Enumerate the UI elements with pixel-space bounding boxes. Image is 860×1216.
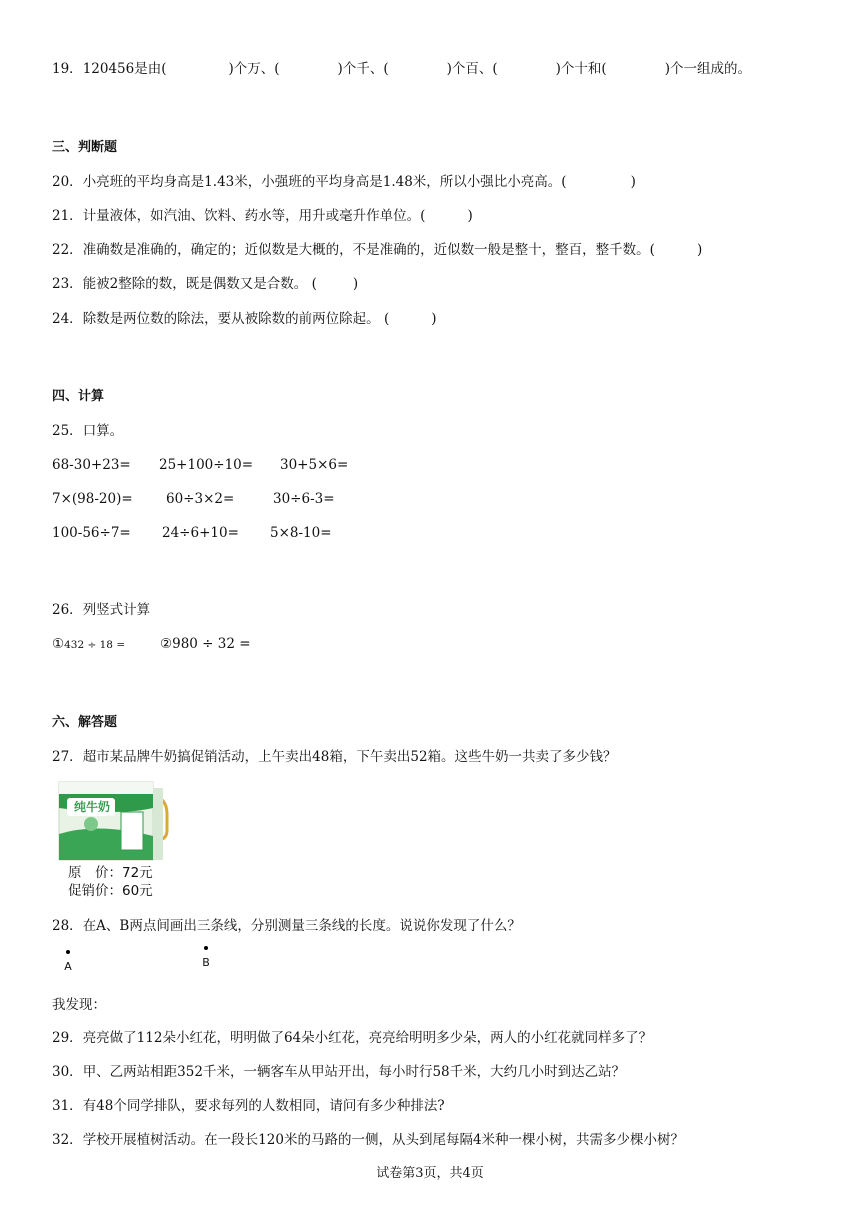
section-title-judgement: 三、判断题 — [52, 140, 118, 155]
sale-price: 促销价：60元 — [68, 883, 153, 899]
question-number: 21． — [52, 208, 83, 224]
question-number: 31． — [52, 1098, 83, 1114]
question-number: 28． — [52, 918, 83, 934]
vertical-calc-item-2: ②980 ÷ 32 = — [160, 636, 251, 652]
mental-math-item: 68-30+23= — [52, 457, 131, 473]
mental-math-item: 5×8-10= — [270, 525, 332, 541]
question-32: 32．学校开展植树活动。在一段长120米的马路的一侧，从头到尾每隔4米种一棵小树，共需多少棵小树？ — [52, 1132, 685, 1148]
question-number: 20． — [52, 174, 83, 190]
question-number: 25． — [52, 423, 83, 439]
mental-math-item: 100-56÷7= — [52, 525, 131, 541]
question-number: 19． — [52, 61, 83, 77]
question-26 — [52, 601, 150, 619]
question-22: 22．准确数是准确的，确定的；近似数是大概的，不是准确的，近似数一般是整十，整百，整千数。( ) — [52, 242, 703, 258]
finding-label: 我发现： — [52, 997, 106, 1013]
question-19: 19．120456是由( )个万、( )个千、( )个百、( )个十和( )个一组成的。 — [52, 61, 751, 77]
mental-math-item: 24÷6+10= — [162, 525, 239, 541]
question-title: 列竖式计算 — [82, 602, 151, 618]
question-number: 30． — [52, 1064, 83, 1080]
milk-box-icon — [57, 778, 169, 864]
question-29: 29．亮亮做了112朵小红花，明明做了64朵小红花，亮亮给明明多少朵，两人的小红花就同样多了？ — [52, 1030, 653, 1046]
question-number: 26． — [52, 602, 83, 618]
point-a: A — [62, 950, 74, 973]
section-title-calculation: 四、计算 — [52, 389, 105, 404]
section-title-word-problems: 六、解答题 — [52, 715, 118, 730]
mental-math-item: 60÷3×2= — [166, 491, 235, 507]
point-a-dot — [66, 950, 70, 954]
question-number: 23． — [52, 276, 83, 292]
question-23: 23．能被2整除的数，既是偶数又是合数。 ( ) — [52, 276, 359, 292]
question-title: 口算。 — [82, 423, 124, 439]
original-price: 原 价：72元 — [68, 865, 153, 881]
question-27: 27．超市某品牌牛奶搞促销活动，上午卖出48箱，下午卖出52箱。这些牛奶一共卖了多少钱？ — [52, 749, 617, 765]
point-b: B — [200, 946, 212, 969]
vertical-calc-item-1: ①432 ÷ 18 = — [52, 636, 126, 652]
sale-price-value: 60元 — [122, 883, 153, 899]
question-number: 27． — [52, 749, 83, 765]
question-25 — [52, 422, 123, 440]
mental-math-item: 25+100÷10= — [159, 457, 254, 473]
milk-box-label: 纯牛奶 — [73, 800, 110, 814]
question-28: 28．在A、B两点间画出三条线，分别测量三条线的长度。说说你发现了什么？ — [52, 918, 521, 934]
question-31: 31．有48个同学排队，要求每列的人数相同，请问有多少种排法? — [52, 1098, 445, 1114]
question-20: 20．小亮班的平均身高是1.43米，小强班的平均身高是1.48米，所以小强比小亮高。( ) — [52, 174, 636, 190]
point-b-dot — [204, 946, 208, 950]
question-24: 24．除数是两位数的除法，要从被除数的前两位除起。 ( ) — [52, 311, 437, 327]
question-number: 32． — [52, 1132, 83, 1148]
original-price-value: 72元 — [122, 865, 153, 881]
question-21: 21．计量液体，如汽油、饮料、药水等，用升或毫升作单位。( ) — [52, 208, 473, 224]
question-number: 22． — [52, 242, 83, 258]
question-number: 24． — [52, 311, 83, 327]
question-number: 29． — [52, 1030, 83, 1046]
question-30: 30．甲、乙两站相距352千米，一辆客车从甲站开出，每小时行58千米，大约几小时到达乙站？ — [52, 1064, 626, 1080]
mental-math-item: 7×(98-20)= — [52, 491, 133, 507]
mental-math-item: 30+5×6= — [280, 457, 349, 473]
milk-box-image — [57, 778, 169, 864]
page-footer: 试卷第3页，共4页 — [376, 1166, 484, 1181]
mental-math-item: 30÷6-3= — [273, 491, 335, 507]
